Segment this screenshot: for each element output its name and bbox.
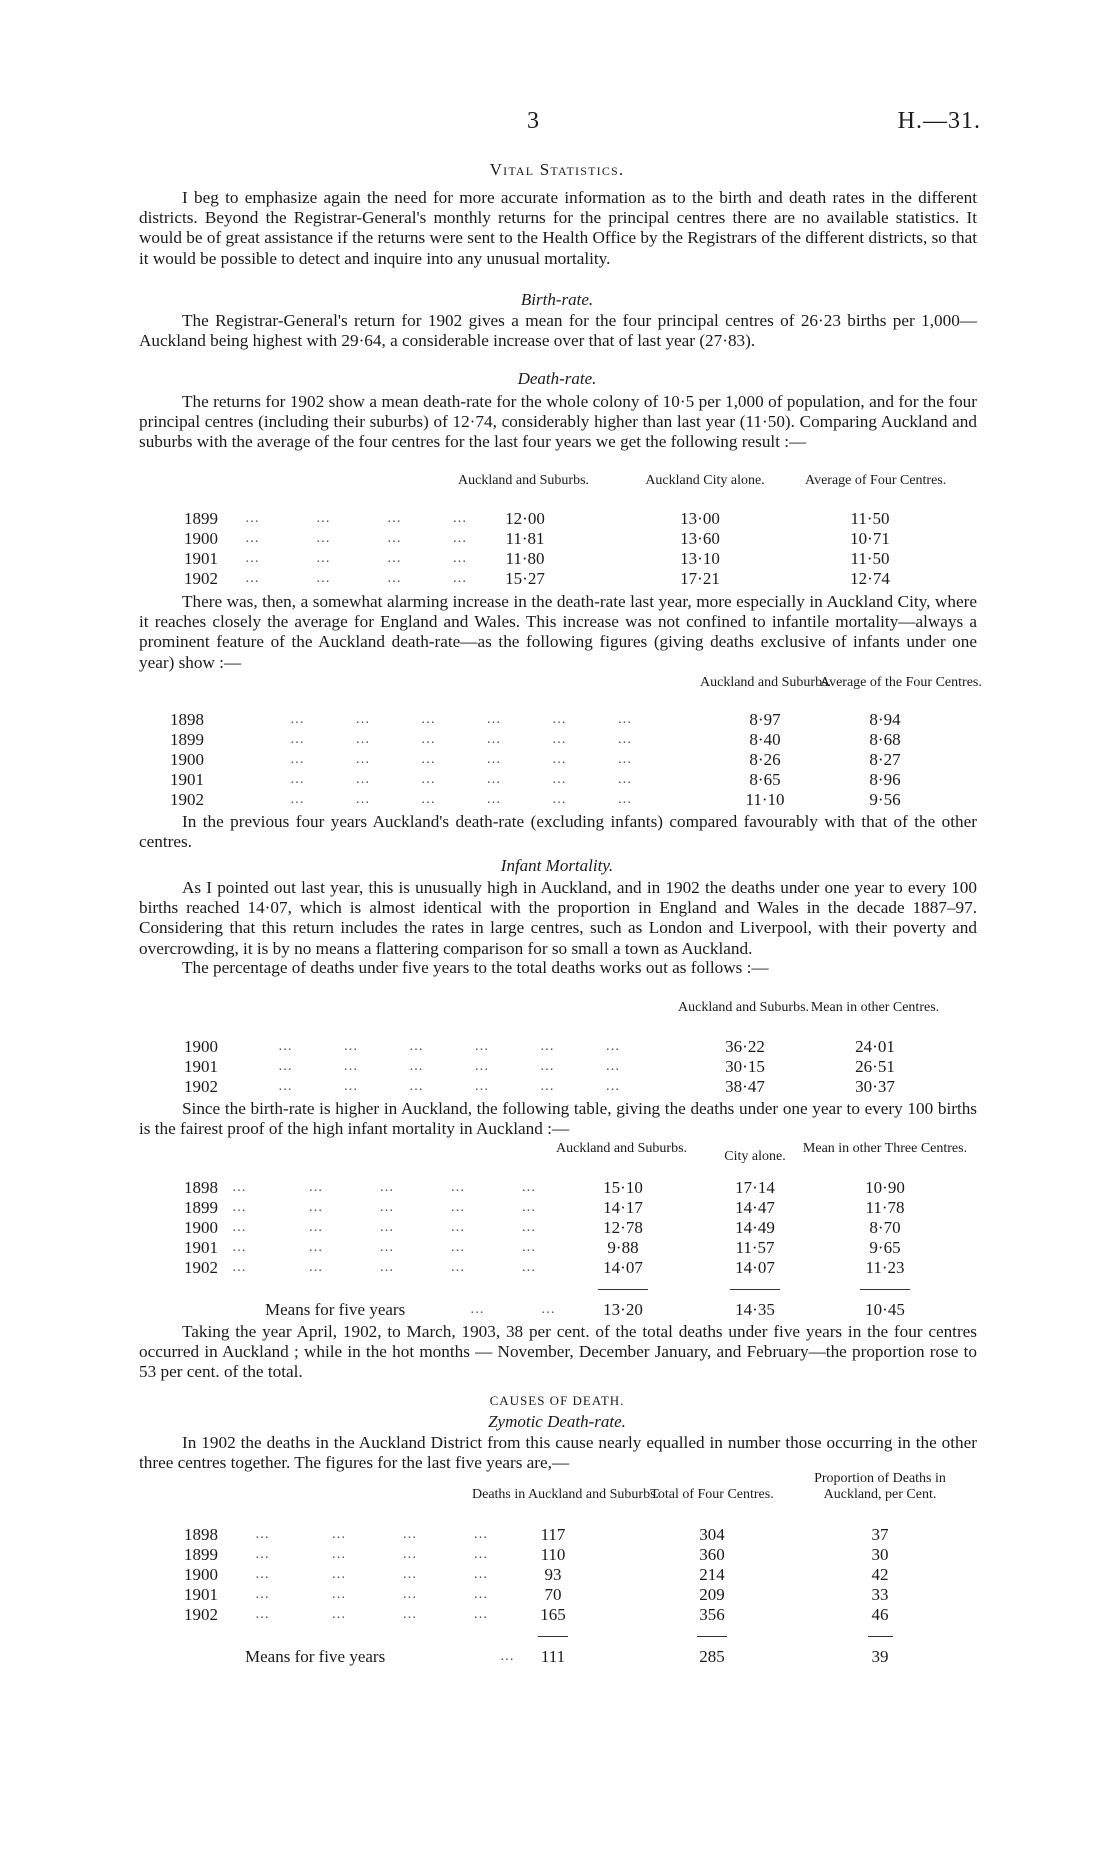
paragraph-death-rate-increase: There was, then, a somewhat alarming increase in the death-rate last year, more especially in Auckland City, where it reaches closely the average for England and Wales. This increase was not confined to infantile mortality—always a prominent feature of the Auckland death-rate—as the following figures (giving deaths exclusive of infants under one year) show :— — [139, 592, 977, 672]
table5-header-total-four-centres: Total of Four Centres. — [650, 1487, 774, 1502]
paragraph-zymotic: In 1902 the deaths in the Auckland District from this cause nearly equalled in number those occurring in the other three centres together. The figures for the last five years are,— — [139, 1433, 977, 1473]
table2-header-four-centres: Average of the Four Centres. — [820, 675, 982, 690]
table5-mean-label: Means for five years — [245, 1647, 386, 1666]
page-number: 3 — [527, 108, 539, 134]
heading-birth-rate: Birth-rate. — [520, 290, 594, 309]
table4-header-other-centres: Mean in other Three Centres. — [802, 1141, 968, 1156]
table5-header-deaths-auckland: Deaths in Auckland and Suburbs. — [472, 1487, 660, 1502]
table5-sum-rule-a — [538, 1636, 568, 1637]
paragraph-death-rate: The returns for 1902 show a mean death-rate for the whole colony of 10·5 per 1,000 of population, and for the four principal centres (including their suburbs) of 12·74, considerably higher than last year (11·50). Comparing Auckland and suburbs with the average of the four centres for the last four years we get the following result :— — [139, 392, 977, 452]
heading-death-rate: Death-rate. — [517, 369, 597, 388]
heading-zymotic-death-rate: Zymotic Death-rate. — [488, 1412, 626, 1431]
paragraph-hot-months: Taking the year April, 1902, to March, 1903, 38 per cent. of the total deaths under five years in the four centres occurred in Auckland ; while in the hot months — November, December January, and February—the proportion rose to 53 per cent. of the total. — [139, 1322, 977, 1382]
document-page: 3 H.—31. Vital Statistics. I beg to emphasize again the need for more accurate information as to the birth and death rates in the different districts. Beyond the Registrar-General's monthly returns for the principal centres there are no available statistics. It would be of great assistance if the returns were sent to the Health Office by the Registrars of the different districts, so that it would be possible to detect and inquire into any unusual mortality. Birth-rate. The Registrar-General's return for 1902 gives a mean for the four principal centres of 26·23 births per 1,000—Auckland being highest with 29·64, a considerable increase over that of last year (27·83). Death-rate. The returns for 1902 show a mean death-rate for the whole colony of 10·5 per 1,000 of population, and for the four principal centres (including their suburbs) of 12·74, considerably higher than last year (11·50). Comparing Auckland and suburbs with the average of the four centres for the last four years we get the following result :— Auckland and Suburbs. Auckland City alone. Average of Four Centres. 1899 … … … … 12·00 13·00 11·50 1900 … … … … 11·81 13·60 10·71 1901 … … … … 11·80 13·10 11·50 1902 … … … … 15·27 17·21 12·74 There was, then, a somewhat alarming increase in the death-rate last year, more especially in Auckland City, where it reaches closely the average for England and Wales. This increase was not confined to infantile mortality—always a prominent feature of the Auckland death-rate—as the following figures (giving deaths exclusive of infants under one year) show :— Auckland and Suburbs. Average of the Four Centres. 1898 … … … … … … 8·97 8·94 1899 … … … … … … 8·40 8·68 1900 … … … … … … 8·26 8·27 1901 … … … … … … 8·65 8·96 1902 … … … … … … 11·10 9·56 In the previous four years Auckland's death-rate (excluding infants) compared favourably with that of the other centres. Infant Mortality. As I pointed out last year, this is unusually high in Auckland, and in 1902 the deaths under one year to every 100 births reached 14·07, which is almost identical with the proportion in England and Wales in the decade 1887–97. Considering that this return includes the rates in large centres, such as London and Liverpool, with their poverty and overcrowding, it is by no means a flattering comparison for so small a town as Auckland. The percentage of deaths under five years to the total deaths works out as follows :— Auckland and Suburbs. Mean in other Centres. 1900 … … … … … … 36·22 24·01 1901 … … … … … … 30·15 26·51 1902 … … … … … … 38·47 30·37 Since the birth-rate is higher in Auckland, the following table, giving the deaths under one year to every 100 births is the fairest proof of the high infant mortality in Auckland :— Auckland and Suburbs. City alone. Mean in other Three Centres. 1898 … … … … … 15·10 17·14 10·90 1899 … … … … … 14·17 14·47 11·78 1900 … … … … … 12·78 14·49 8·70 1901 … … … … … 9·88 11·57 9·65 1902 … … … … … 14·07 14·07 11·23 Means for five years … … 13·20 14·35 10·45 Taking the year April, 1902, to March, 1903, 38 per cent. of the total deaths under five years in the four centres occurred in Auckland ; while in the hot months — November, December January, and February—the proportion rose to 53 per cent. of the total. CAUSES OF DEATH. Zymotic Death-rate. In 1902 the deaths in the Auckland District from this cause nearly equalled in number those occurring in the other three centres together. The figures for the last five years are,— Deaths in Auckland and Suburbs. Total of Four Centres. Proportion of Deaths in Auckland, per Cent. 1898 … … … … 117 304 37 1899 … … … … 110 360 30 1900 … … … … 93 214 42 1901 … … … … 70 209 33 1902 … … … … 165 356 46 Means for five years … 111 285 39 — [0, 0, 1114, 1851]
page-header — [0, 108, 1114, 144]
paragraph-percentage-deaths: The percentage of deaths under five years to the total deaths works out as follows :— — [182, 958, 769, 977]
paragraph-infant-mortality: As I pointed out last year, this is unusually high in Auckland, and in 1902 the deaths under one year to every 100 births reached 14·07, which is almost identical with the proportion in England and Wales in the decade 1887–97. Considering that this return includes the rates in large centres, such as London and Liverpool, with their poverty and overcrowding, it is by no means a flattering comparison for so small a town as Auckland. — [139, 878, 977, 958]
heading-causes-of-death: CAUSES OF DEATH. — [489, 1393, 625, 1408]
section-title-vital-statistics: Vital Statistics. — [489, 160, 625, 179]
table3-header-auckland-suburbs: Auckland and Suburbs. — [678, 1000, 810, 1015]
paragraph-previous-years: In the previous four years Auckland's death-rate (excluding infants) compared favourably with that of the other centres. — [139, 812, 977, 852]
table5-sum-rule-b — [697, 1636, 727, 1637]
table4-sum-rule-c — [860, 1289, 910, 1290]
table1-header-city-alone: Auckland City alone. — [645, 473, 765, 488]
table1-header-auckland-suburbs: Auckland and Suburbs. — [458, 473, 590, 488]
table4-sum-rule-b — [730, 1289, 780, 1290]
paragraph-vital-statistics: I beg to emphasize again the need for more accurate information as to the birth and death rates in the different districts. Beyond the Registrar-General's monthly returns for the principal centres there are no available statistics. It would be of great assistance if the returns were sent to the Health Office by the Registrars of the different districts, so that it would be possible to detect and inquire into any unusual mortality. — [139, 188, 977, 268]
table2-header-auckland-suburbs: Auckland and Suburbs. — [700, 675, 832, 690]
table4-mean-label: Means for five years — [265, 1300, 406, 1319]
paragraph-birth-rate-higher: Since the birth-rate is higher in Auckland, the following table, giving the deaths under one year to every 100 births is the fairest proof of the high infant mortality in Auckland :— — [139, 1099, 977, 1139]
table5-sum-rule-c — [868, 1636, 893, 1637]
table4-sum-rule-a — [598, 1289, 648, 1290]
table4-header-city-alone: City alone. — [724, 1149, 786, 1164]
heading-infant-mortality: Infant Mortality. — [500, 856, 614, 875]
document-reference: H.—31. — [897, 108, 981, 134]
table5-header-proportion: Proportion of Deaths in Auckland, per Cent. — [814, 1471, 946, 1502]
table3-header-other-centres: Mean in other Centres. — [810, 1000, 940, 1015]
table1-header-four-centres: Average of Four Centres. — [805, 473, 947, 488]
table4-header-auckland-suburbs: Auckland and Suburbs. — [556, 1141, 688, 1156]
paragraph-birth-rate: The Registrar-General's return for 1902 gives a mean for the four principal centres of 26·23 births per 1,000—Auckland being highest with 29·64, a considerable increase over that of last year (27·83). — [139, 311, 977, 351]
